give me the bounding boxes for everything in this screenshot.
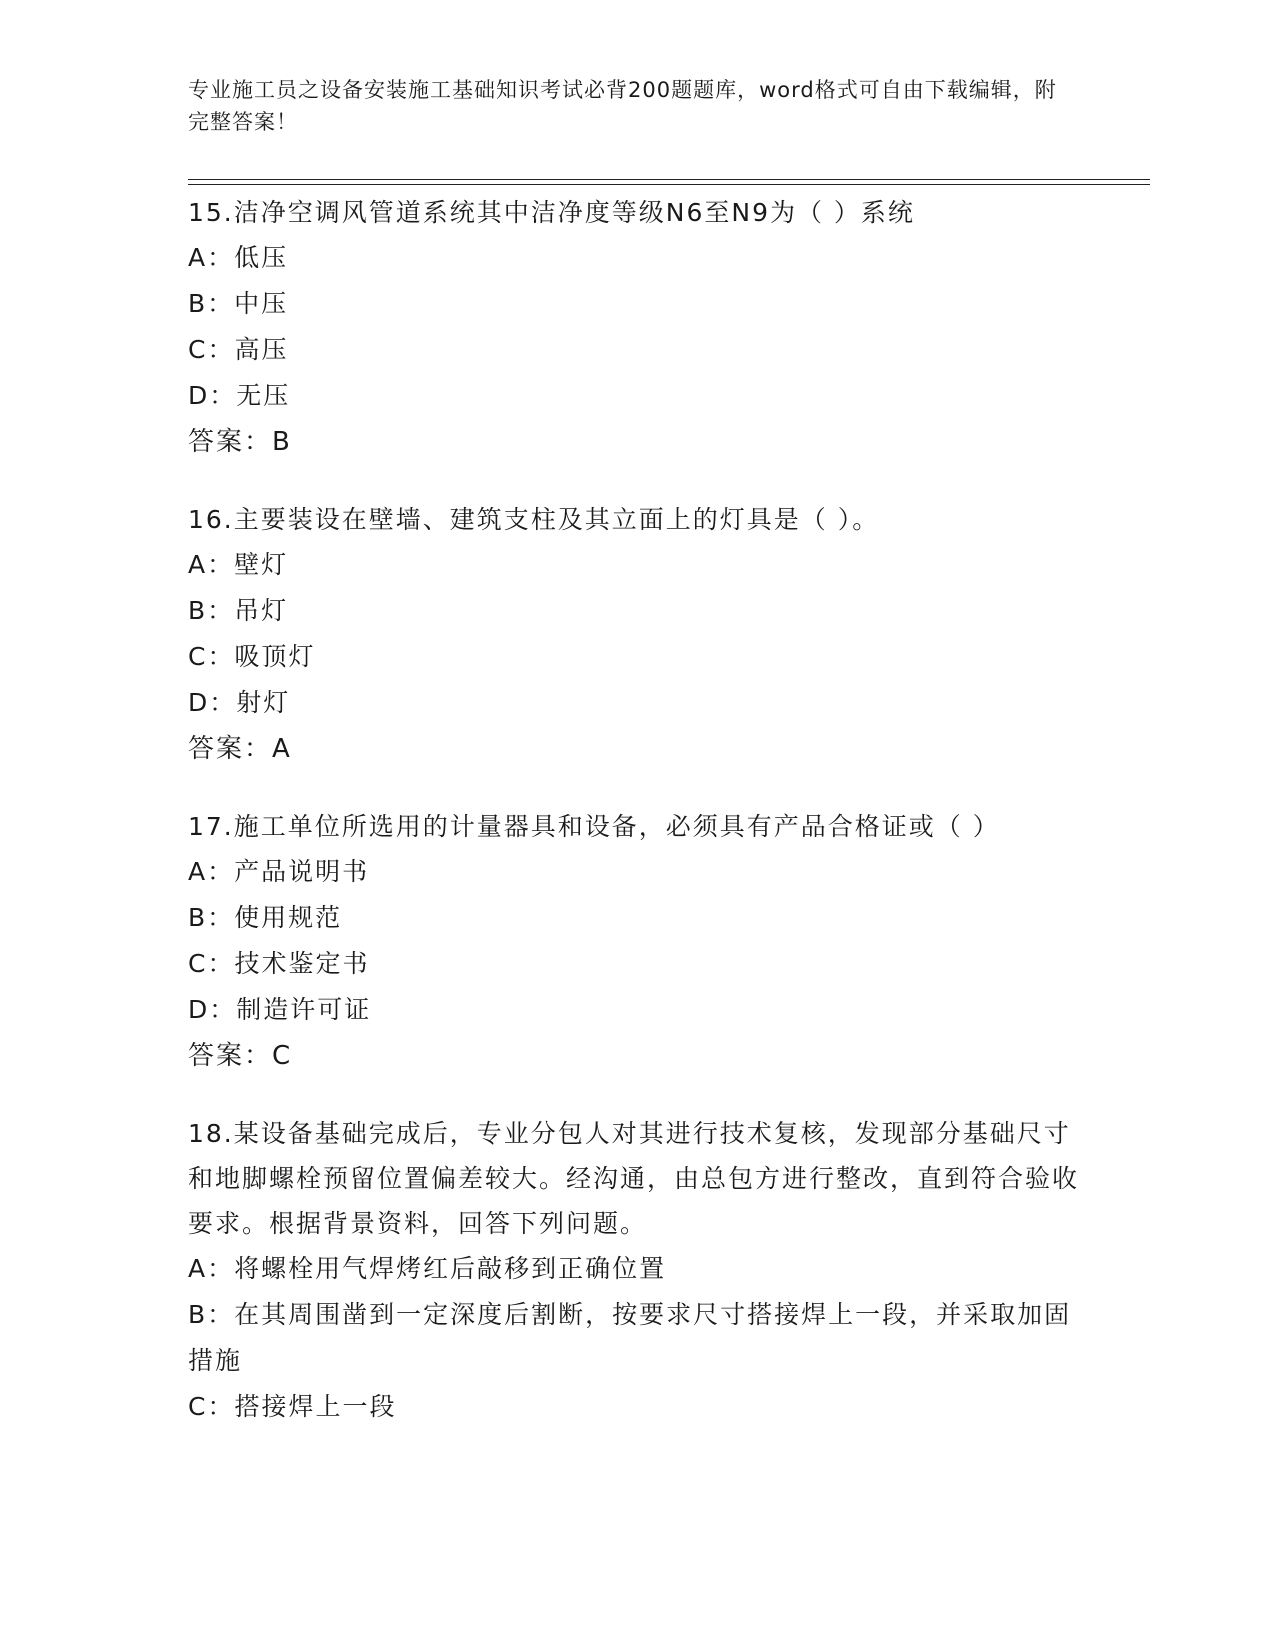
answer-line: 答案：A xyxy=(188,734,292,764)
question-stem: 18.某设备基础完成后，专业分包人对其进行技术复核，发现部分基础尺寸和地脚螺栓预留位置偏差较大。经沟通，由总包方进行整改，直到符合验收要求。根据背景资料，回答下列问题。 xyxy=(188,1119,1080,1238)
option-c: C：技术鉴定书 xyxy=(188,949,370,978)
option-d: D：制造许可证 xyxy=(188,995,372,1024)
answer-line: 答案：C xyxy=(188,1041,293,1071)
option-c: C：搭接焊上一段 xyxy=(188,1392,397,1421)
option-d: D：无压 xyxy=(188,381,291,410)
question-17 xyxy=(188,804,1088,1079)
option-b: B：使用规范 xyxy=(188,903,343,932)
option-a: A：低压 xyxy=(188,243,289,272)
option-a: A：将螺栓用气焊烤红后敲移到正确位置 xyxy=(188,1254,667,1283)
option-d: D：射灯 xyxy=(188,688,291,717)
question-stem: 17.施工单位所选用的计量器具和设备，必须具有产品合格证或（ ） xyxy=(188,812,1000,841)
document-header: 专业施工员之设备安装施工基础知识考试必背200题题库，word格式可自由下载编辑，附完整答案！ xyxy=(188,78,1057,134)
header-divider-top xyxy=(188,179,1150,180)
header-divider-bottom xyxy=(188,184,1150,185)
question-15 xyxy=(188,190,1088,465)
option-b: B：中压 xyxy=(188,289,289,318)
option-b: B：在其周围凿到一定深度后割断，按要求尺寸搭接焊上一段，并采取加固措施 xyxy=(188,1300,1072,1375)
question-stem: 16.主要装设在壁墙、建筑支柱及其立面上的灯具是（ ）。 xyxy=(188,505,880,534)
option-a: A：产品说明书 xyxy=(188,857,370,886)
option-a: A：壁灯 xyxy=(188,550,289,579)
option-b: B：吊灯 xyxy=(188,596,289,625)
question-16 xyxy=(188,497,1088,772)
answer-line: 答案：B xyxy=(188,427,292,457)
option-c: C：吸顶灯 xyxy=(188,642,316,671)
question-18 xyxy=(188,1111,1088,1430)
question-list xyxy=(188,190,1088,1462)
option-c: C：高压 xyxy=(188,335,289,364)
question-stem: 15.洁净空调风管道系统其中洁净度等级N6至N9为（ ）系统 xyxy=(188,198,915,227)
